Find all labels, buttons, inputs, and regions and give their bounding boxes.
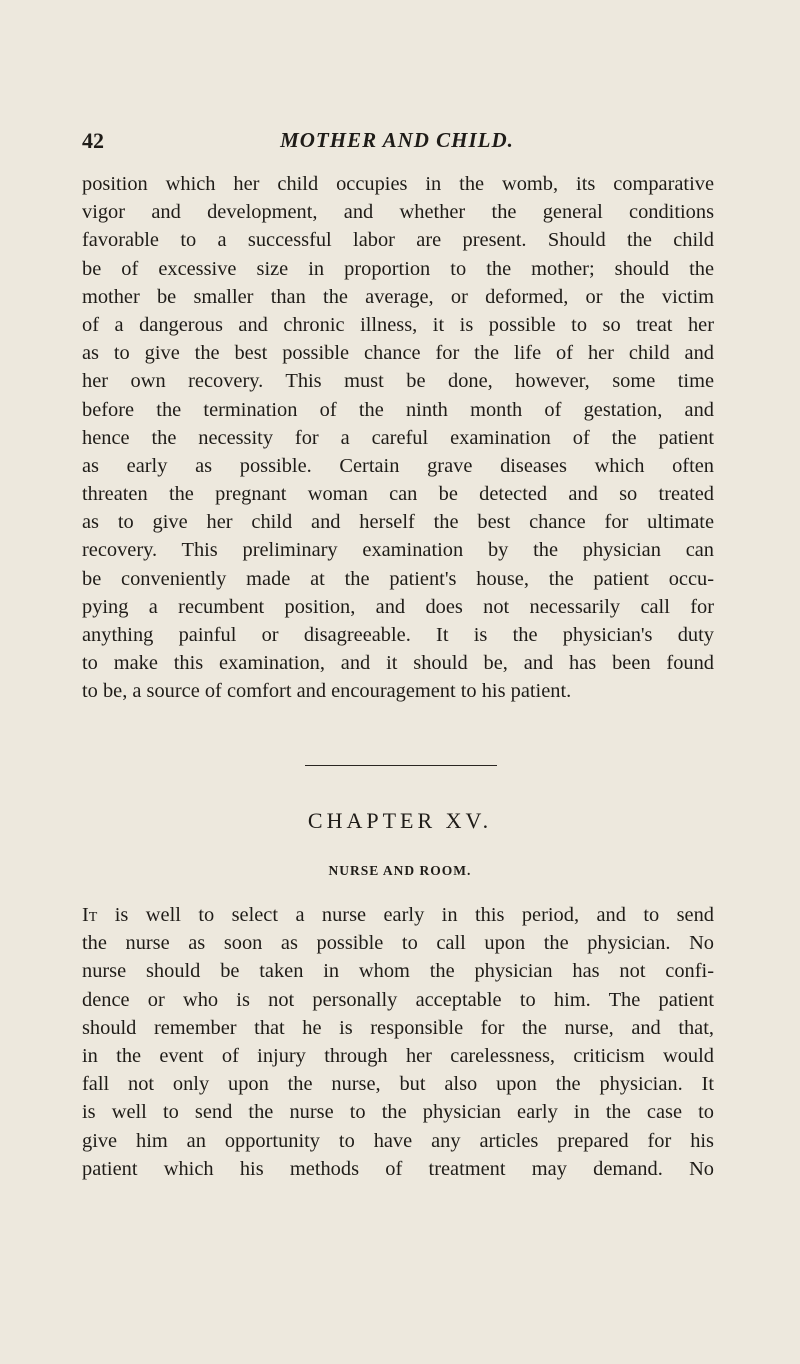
text-line: as to give her child and herself the best chance for ultimate	[82, 511, 714, 534]
text-line: before the termination of the ninth month of gestation, and	[82, 398, 714, 421]
text-line: nurse should be taken in whom the physician has not confi-	[82, 960, 714, 983]
text-line: position which her child occupies in the womb, its comparative	[82, 173, 714, 195]
first-line-rest: is well to select a nurse early in this period, and to send	[97, 904, 714, 926]
text-line: as to give the best possible chance for the life of her child and	[82, 342, 714, 365]
text-line: anything painful or disagreeable. It is the physician's duty	[82, 624, 714, 646]
page-number: 42	[82, 128, 104, 153]
text-line: be conveniently made at the patient's house, the patient occu-	[82, 567, 714, 590]
text-line: vigor and development, and whether the general conditions	[82, 201, 714, 224]
text-line: recovery. This preliminary examination by the physician can	[82, 539, 714, 562]
text-line: mother be smaller than the average, or deformed, or the victim	[82, 285, 714, 308]
text-line: pying a recumbent position, and does not necessarily call for	[82, 595, 714, 618]
section-divider	[305, 765, 497, 766]
text-line: to make this examination, and it should be, and has been found	[82, 652, 714, 675]
text-line: to be, a source of comfort and encouragement to his patient.	[82, 680, 572, 703]
text-line: should remember that he is responsible for the nurse, and that,	[82, 1016, 714, 1039]
text-line: be of excessive size in proportion to the mother; should the	[82, 257, 714, 280]
text-line: is well to send the nurse to the physician early in the case to	[82, 1101, 714, 1124]
text-line: fall not only upon the nurse, but also upon the physician. It	[82, 1073, 714, 1096]
text-line: in the event of injury through her carelessness, criticism would	[82, 1044, 714, 1067]
chapter-title: CHAPTER XV.	[307, 808, 493, 833]
paragraph-2	[82, 901, 714, 1183]
running-head	[82, 128, 712, 158]
drop-word: It	[82, 904, 98, 926]
text-line	[82, 901, 714, 929]
text-line: dence or who is not personally acceptable to him. The patient	[82, 988, 714, 1011]
text-line: hence the necessity for a careful examination of the patient	[82, 426, 714, 449]
text-line: as early as possible. Certain grave diseases which often	[82, 454, 714, 477]
text-line: give him an opportunity to have any articles prepared for his	[82, 1129, 714, 1152]
text-line: patient which his methods of treatment may demand. No	[82, 1157, 714, 1180]
chapter-subtitle: NURSE AND ROOM.	[328, 863, 472, 878]
paragraph-1	[82, 170, 714, 706]
text-line: the nurse as soon as possible to call upon the physician. No	[82, 932, 714, 955]
text-line: her own recovery. This must be done, however, some time	[82, 370, 714, 393]
running-title: MOTHER AND CHILD.	[280, 128, 514, 152]
text-line: threaten the pregnant woman can be detected and so treated	[82, 483, 714, 506]
text-line: of a dangerous and chronic illness, it is possible to so treat her	[82, 313, 714, 336]
text-line: favorable to a successful labor are present. Should the child	[82, 229, 714, 252]
